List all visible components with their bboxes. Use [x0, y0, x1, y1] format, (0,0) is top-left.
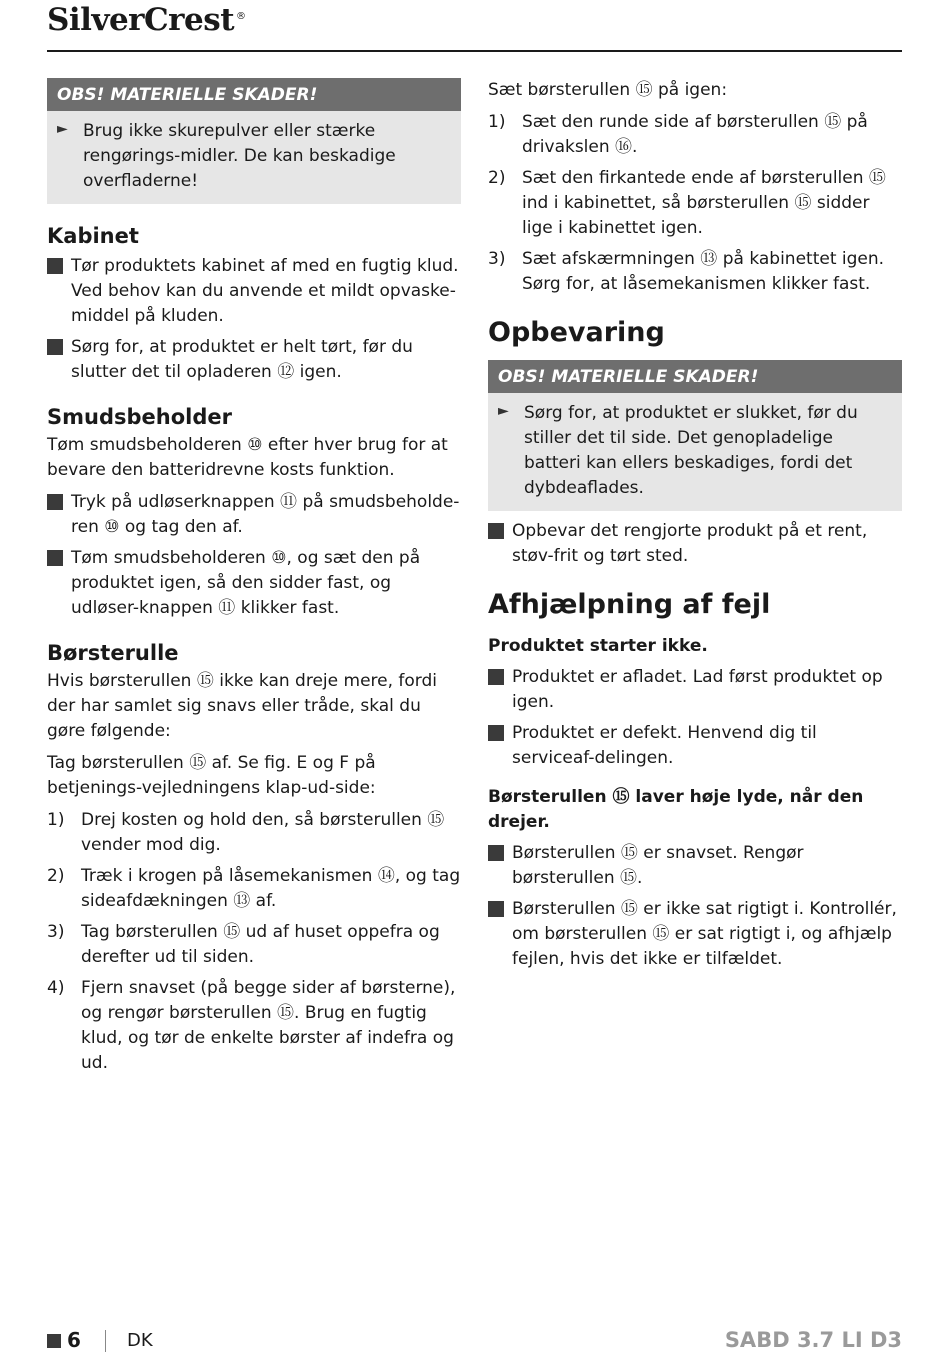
list-item	[47, 254, 461, 329]
registered-mark: ®	[236, 10, 246, 22]
warning-body	[488, 393, 902, 511]
page-header	[47, 0, 902, 52]
step-text: Sæt den firkantede ende af børsterullen ⑮ ind i kabinettet, så børsterullen ⑮ sidder lige i kabinettet igen.	[522, 168, 886, 238]
paragraph: Tøm smudsbeholderen ⑩ efter hver brug for at bevare den batteridrevne kosts funktion.	[47, 435, 448, 480]
step-number: 1)	[488, 112, 506, 132]
warning-box	[47, 78, 461, 204]
step-number: 3)	[47, 922, 65, 942]
list-item	[47, 335, 461, 385]
step-number: 2)	[47, 866, 65, 886]
numbered-step	[47, 864, 461, 914]
step-number: 2)	[488, 168, 506, 188]
list-item	[488, 721, 902, 771]
bullet-square-icon	[47, 258, 63, 274]
page-footer	[47, 1326, 902, 1356]
warning-title: OBS! MATERIELLE SKADER!	[47, 78, 461, 111]
list-item-text: Børsterullen ⑮ er snavset. Rengør børsterullen ⑮.	[512, 843, 804, 888]
step-text: Sæt den runde side af børsterullen ⑮ på drivakslen ⑯.	[522, 112, 868, 157]
language-code: DK	[127, 1330, 153, 1351]
list-item	[488, 841, 902, 891]
warning-text: Brug ikke skurepulver eller stærke rengørings-midler. De kan beskadige overfladerne!	[83, 121, 396, 191]
step-text: Træk i krogen på låsemekanismen ⑭, og tag sideafdækningen ⑬ af.	[81, 866, 461, 911]
list-item	[488, 519, 902, 569]
numbered-step	[47, 976, 461, 1076]
warning-body	[47, 111, 461, 204]
subheading: Børsterullen ⑮ laver høje lyde, når den drejer.	[488, 787, 864, 832]
numbered-step	[488, 166, 902, 241]
list-item-text: Produktet er afladet. Lad først produktet op igen.	[512, 667, 883, 712]
brand-logo	[47, 2, 246, 38]
list-item-text: Sørg for, at produktet er helt tørt, før du slutter det til opladeren ⑫ igen.	[71, 337, 413, 382]
brand-name: SilverCrest	[47, 2, 235, 38]
list-item	[47, 546, 461, 621]
step-number: 3)	[488, 249, 506, 269]
list-item-text: Tøm smudsbeholderen ⑩, og sæt den på produktet igen, så den sidder fast, og udløser-knappen ⑪ klikker fast.	[71, 548, 421, 618]
bullet-square-icon	[488, 845, 504, 861]
numbered-step	[488, 247, 902, 297]
page-number: 6	[67, 1328, 81, 1352]
arrow-icon: ►	[498, 403, 509, 419]
bullet-square-icon	[488, 669, 504, 685]
paragraph: Tag børsterullen ⑮ af. Se fig. E og F på betjenings-vejledningens klap-ud-side:	[47, 753, 376, 798]
paragraph: Hvis børsterullen ⑮ ikke kan dreje mere, fordi der har samlet sig snavs eller tråde, skal du gøre følgende:	[47, 671, 437, 741]
list-item-text: Børsterullen ⑮ er ikke sat rigtigt i. Kontrollér, om børsterullen ⑮ er sat rigtigt i, og afhjælp fejlen, hvis det ikke er tilfældet.	[512, 899, 897, 969]
step-text: Drej kosten og hold den, så børsterullen ⑮ vender mod dig.	[81, 810, 445, 855]
list-item-text: Produktet er defekt. Henvend dig til serviceaf-delingen.	[512, 723, 817, 768]
bullet-square-icon	[47, 550, 63, 566]
step-text: Sæt afskærmningen ⑬ på kabinettet igen. Sørg for, at låsemekanismen klikker fast.	[522, 249, 885, 294]
section-heading-smudsbeholder: Smudsbeholder	[47, 405, 232, 429]
left-column	[47, 78, 461, 1082]
paragraph: Sæt børsterullen ⑮ på igen:	[488, 80, 728, 100]
numbered-step	[47, 920, 461, 970]
section-heading-opbevaring: Opbevaring	[488, 317, 665, 348]
bullet-square-icon	[47, 339, 63, 355]
section-heading-borsterulle: Børsterulle	[47, 641, 179, 665]
list-item	[488, 665, 902, 715]
warning-box	[488, 360, 902, 511]
model-number: SABD 3.7 LI D3	[724, 1328, 902, 1352]
list-item-text: Opbevar det rengjorte produkt på et rent, støv-frit og tørt sted.	[512, 521, 868, 566]
list-item-text: Tør produktets kabinet af med en fugtig klud. Ved behov kan du anvende et mildt opvaske-middel på kluden.	[71, 256, 459, 326]
footer-square-icon	[47, 1334, 61, 1348]
bullet-square-icon	[488, 725, 504, 741]
step-text: Fjern snavset (på begge sider af børsterne), og rengør børsterullen ⑮. Brug en fugtig klud, og tør de enkelte børster af indefra og ud.	[81, 978, 456, 1073]
warning-title: OBS! MATERIELLE SKADER!	[488, 360, 902, 393]
bullet-square-icon	[47, 494, 63, 510]
step-number: 1)	[47, 810, 65, 830]
bullet-square-icon	[488, 523, 504, 539]
warning-text: Sørg for, at produktet er slukket, før du stiller det til side. Det genopladelige batteri kan ellers beskadiges, fordi det dybdeaflades.	[524, 403, 858, 498]
step-text: Tag børsterullen ⑮ ud af huset oppefra og derefter ud til siden.	[81, 922, 440, 967]
numbered-step	[488, 110, 902, 160]
step-number: 4)	[47, 978, 65, 998]
subheading: Produktet starter ikke.	[488, 636, 708, 656]
numbered-step	[47, 808, 461, 858]
arrow-icon: ►	[57, 121, 68, 137]
section-heading-afhjaelpning: Afhjælpning af fejl	[488, 589, 771, 620]
right-column	[488, 78, 902, 978]
list-item-text: Tryk på udløserknappen ⑪ på smudsbeholde-ren ⑩ og tag den af.	[71, 492, 460, 537]
footer-divider	[105, 1330, 106, 1352]
section-heading-kabinet: Kabinet	[47, 224, 139, 248]
list-item	[47, 490, 461, 540]
list-item	[488, 897, 902, 972]
bullet-square-icon	[488, 901, 504, 917]
